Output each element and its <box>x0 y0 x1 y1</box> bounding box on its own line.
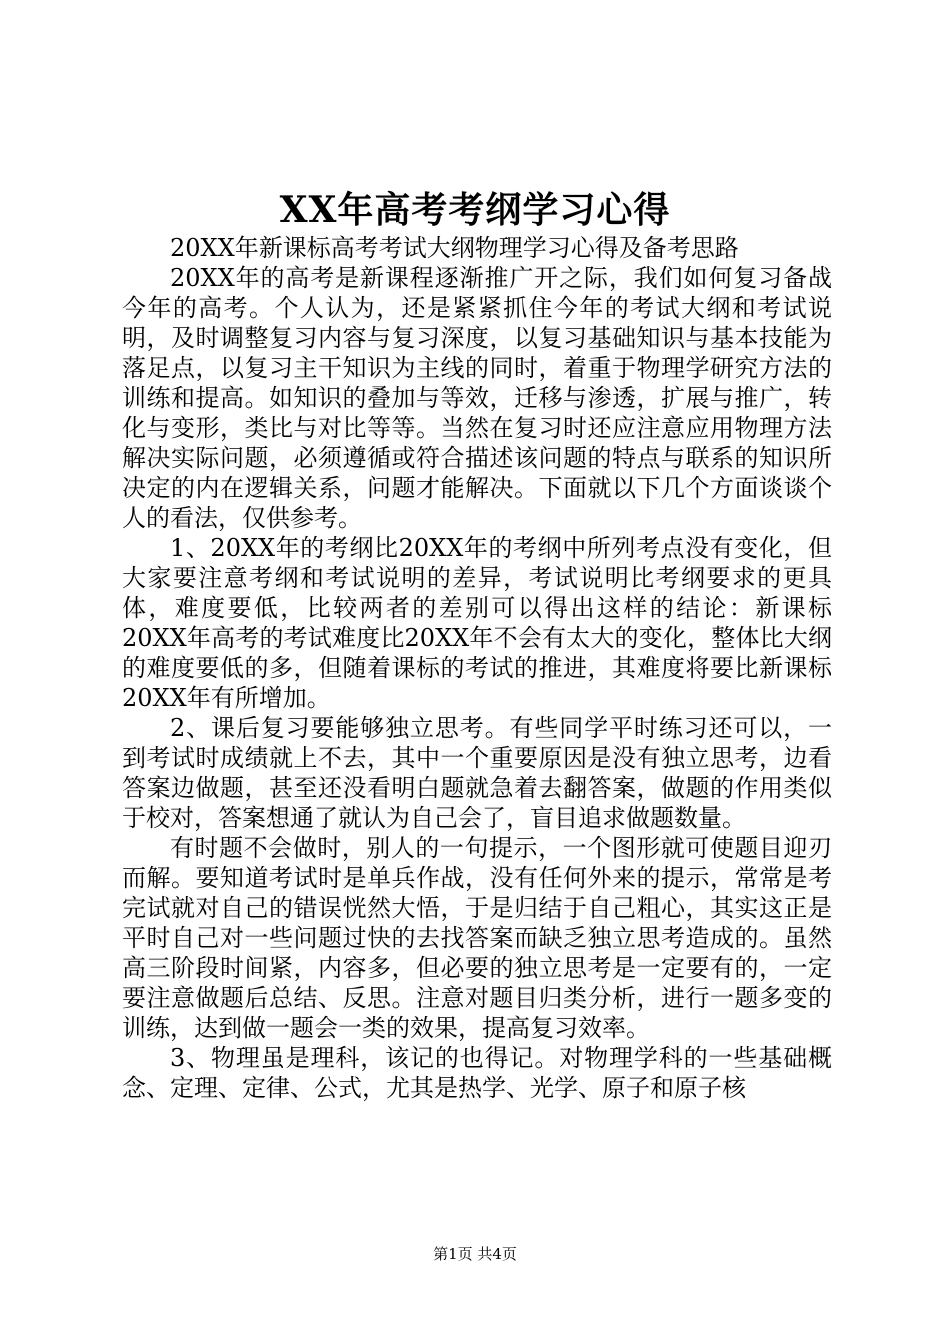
document-title: XX年高考考纲学习心得 <box>279 189 671 231</box>
paragraph-point-3: 3、物理虽是理科，该记的也得记。对物理学科的一些基础概念、定理、定律、公式，尤其是热学、光学、原子和原子核 <box>122 1044 832 1102</box>
document-body <box>122 233 832 1103</box>
paragraph-point-2-continued: 有时题不会做时，别人的一句提示，一个图形就可使题目迎刃而解。要知道考试时是单兵作战，没有任何外来的提示，常常是考完试就对自己的错误恍然大悟，于是归结于自己粗心，其实这正是平时自己对一些问题过快的去找答案而缺乏独立思考造成的。虽然高三阶段时间紧，内容多，但必要的独立思考是一定要有的，一定要注意做题后总结、反思。注意对题目归类分析，进行一题多变的训练，达到做一题会一类的效果，提高复习效率。 <box>122 834 832 1042</box>
paragraph-point-2: 2、课后复习要能够独立思考。有些同学平时练习还可以，一到考试时成绩就上不去，其中一个重要原因是没有独立思考，边看答案边做题，甚至还没看明白题就急着去翻答案，做题的作用类似于校对，答案想通了就认为自己会了，盲目追求做题数量。 <box>122 714 832 832</box>
paragraph-point-1: 1、20XX年的考纲比20XX年的考纲中所列考点没有变化，但大家要注意考纲和考试说明的差异，考试说明比考纲要求的更具体，难度要低，比较两者的差别可以得出这样的结论：新课标20XX年高考的考试难度比20XX年不会有太大的变化，整体比大纲的难度要低的多，但随着课标的考试的推进，其难度将要比新课标20XX年有所增加。 <box>122 534 832 712</box>
paragraph-subtitle: 20XX年新课标高考考试大纲物理学习心得及备考思路 <box>170 234 739 262</box>
paragraph-intro: 20XX年的高考是新课程逐渐推广开之际，我们如何复习备战今年的高考。个人认为，还是紧紧抓住今年的考试大纲和考试说明，及时调整复习内容与复习深度，以复习基础知识与基本技能为落足点，以复习主干知识为主线的同时，着重于物理学研究方法的训练和提高。如知识的叠加与等效，迁移与渗透，扩展与推广，转化与变形，类比与对比等等。当然在复习时还应注意应用物理方法解决实际问题，必须遵循或符合描述该问题的特点与联系的知识所决定的内在逻辑关系，问题才能解决。下面就以下几个方面谈谈个人的看法，仅供参考。 <box>122 264 832 532</box>
page-footer: 第1页 共4页 <box>433 1245 517 1263</box>
